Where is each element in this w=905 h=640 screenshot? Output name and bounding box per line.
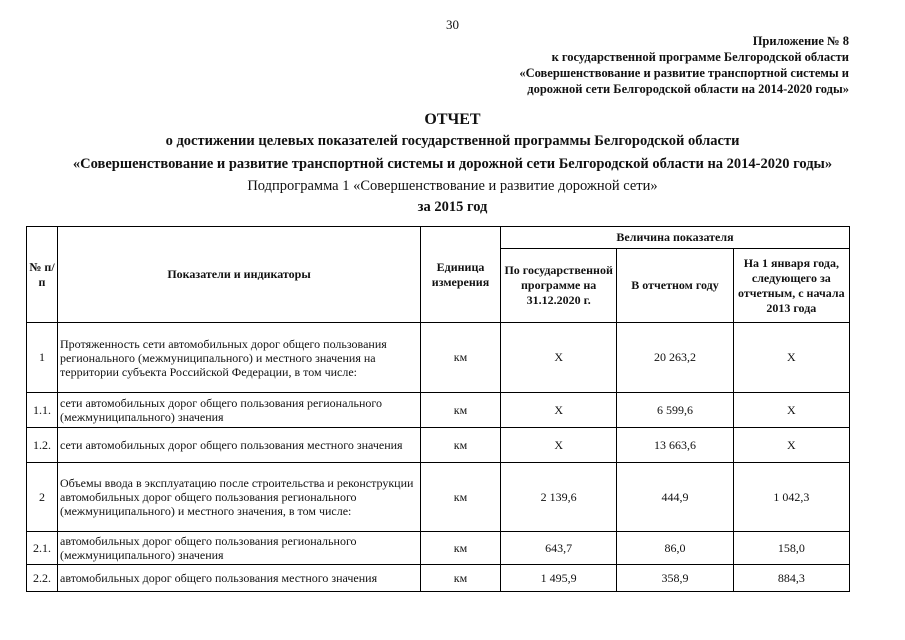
table-row — [27, 463, 850, 532]
row-actual: 358,9 — [617, 565, 733, 592]
row-num: 1.1. — [27, 393, 58, 428]
row-cumulative: 1 042,3 — [733, 463, 849, 532]
report-year: за 2015 год — [417, 199, 488, 215]
header-unit: Единица измерения — [421, 227, 501, 323]
header-num: № п/п — [27, 227, 58, 323]
table-row — [27, 323, 850, 393]
row-plan: 643,7 — [501, 532, 617, 565]
row-num: 2 — [27, 463, 58, 532]
row-name: автомобильных дорог общего пользования регионального (межмуниципального) значения — [58, 532, 421, 565]
table-row — [27, 428, 850, 463]
row-actual: 86,0 — [617, 532, 733, 565]
row-actual: 20 263,2 — [617, 323, 733, 393]
appendix-header — [429, 33, 849, 97]
row-cumulative: X — [733, 323, 849, 393]
row-cumulative: X — [733, 393, 849, 428]
row-actual: 13 663,6 — [617, 428, 733, 463]
header-report-year: В отчетном году — [617, 249, 733, 323]
table-row — [27, 532, 850, 565]
appendix-line-3: «Совершенствование и развитие транспортной системы и — [519, 66, 849, 80]
row-num: 1.2. — [27, 428, 58, 463]
subprogram-name: Подпрограмма 1 «Совершенствование и развитие дорожной сети» — [247, 178, 658, 194]
indicators-table — [26, 226, 850, 592]
header-cumulative: На 1 января года, следующего за отчетным, с начала 2013 года — [733, 249, 849, 323]
table-row — [27, 393, 850, 428]
row-plan: X — [501, 428, 617, 463]
row-name: Объемы ввода в эксплуатацию после строительства и реконструкции автомобильных дорог общего пользования регионального (межмуниципального) и местного значения, в том числе: — [58, 463, 421, 532]
report-title-block — [0, 110, 905, 218]
page-number: 30 — [446, 17, 459, 32]
row-name: Протяженность сети автомобильных дорог общего пользования регионального (межмуниципального) и местного значения на территории субъекта Российской Федерации, в том числе: — [58, 323, 421, 393]
row-plan: X — [501, 393, 617, 428]
row-unit: км — [421, 463, 501, 532]
row-unit: км — [421, 565, 501, 592]
report-title: ОТЧЕТ — [424, 111, 481, 128]
row-name: автомобильных дорог общего пользования местного значения — [58, 565, 421, 592]
table-row — [27, 565, 850, 592]
program-name: «Совершенствование и развитие транспортной системы и дорожной сети Белгородской области на 2014-2020 годы» — [72, 156, 833, 172]
row-cumulative: 884,3 — [733, 565, 849, 592]
appendix-line-1: Приложение № 8 — [752, 34, 849, 48]
row-cumulative: X — [733, 428, 849, 463]
appendix-line-2: к государственной программе Белгородской области — [551, 50, 849, 64]
header-plan-2020: По государственной программе на 31.12.2020 г. — [501, 249, 617, 323]
row-num: 2.2. — [27, 565, 58, 592]
row-unit: км — [421, 393, 501, 428]
header-name: Показатели и индикаторы — [58, 227, 421, 323]
row-actual: 6 599,6 — [617, 393, 733, 428]
row-name: сети автомобильных дорог общего пользования местного значения — [58, 428, 421, 463]
row-unit: км — [421, 428, 501, 463]
row-plan: 2 139,6 — [501, 463, 617, 532]
row-num: 2.1. — [27, 532, 58, 565]
header-value-group: Величина показателя — [501, 227, 850, 249]
row-num: 1 — [27, 323, 58, 393]
row-unit: км — [421, 323, 501, 393]
row-name: сети автомобильных дорог общего пользования регионального (межмуниципального) значения — [58, 393, 421, 428]
row-actual: 444,9 — [617, 463, 733, 532]
row-plan: X — [501, 323, 617, 393]
appendix-line-4: дорожной сети Белгородской области на 2014-2020 годы» — [527, 82, 849, 96]
row-plan: 1 495,9 — [501, 565, 617, 592]
row-cumulative: 158,0 — [733, 532, 849, 565]
row-unit: км — [421, 532, 501, 565]
report-subtitle: о достижении целевых показателей государственной программы Белгородской области — [165, 133, 740, 149]
